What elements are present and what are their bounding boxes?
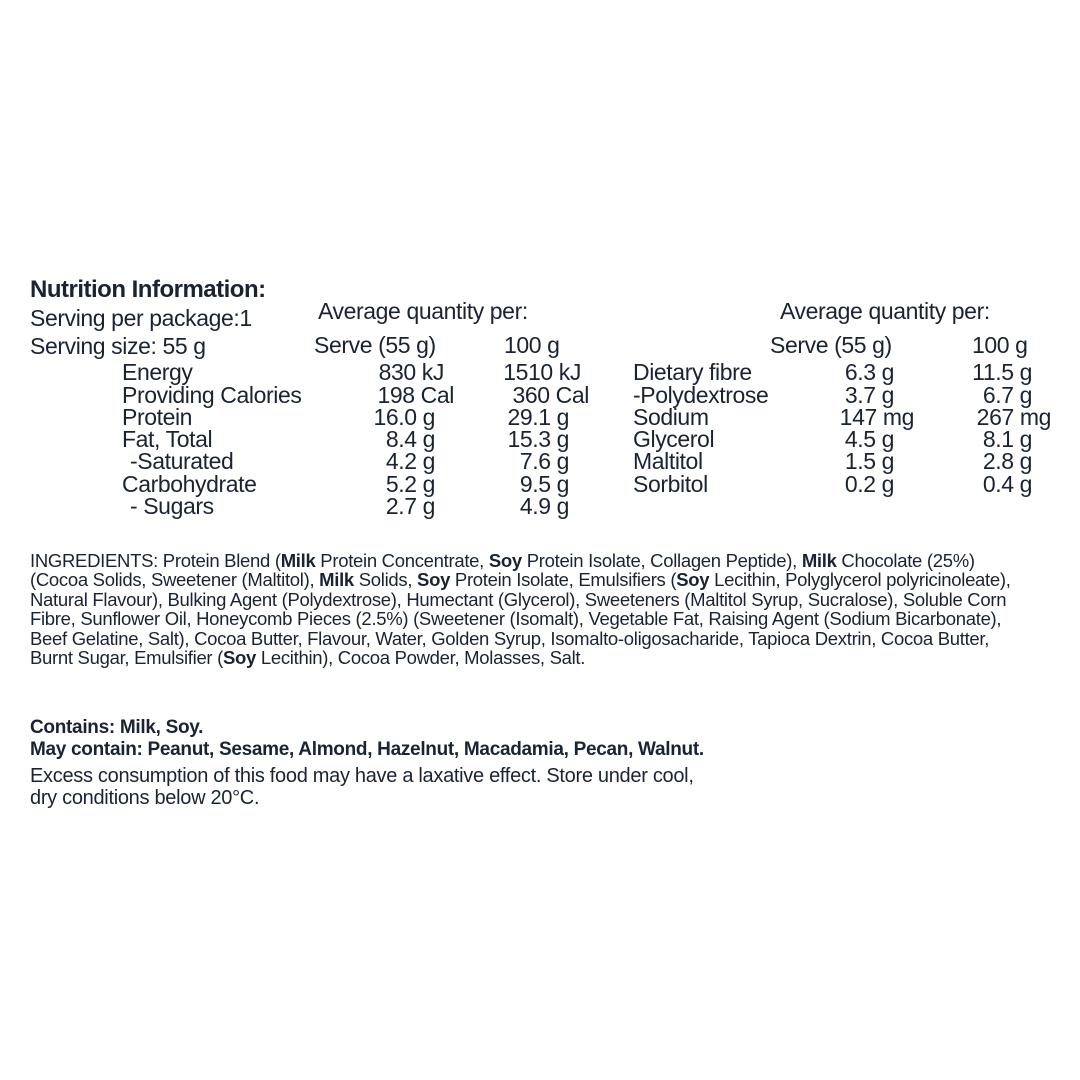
nutrient-name: Carbohydrate <box>122 471 257 497</box>
nutrient-serve: 5.2 g <box>385 471 435 497</box>
col-serve-right: Serve (55 g) <box>770 332 892 358</box>
nutrient-100g: 1510 kJ <box>503 359 581 385</box>
col-100g-left: 100 g <box>504 332 560 358</box>
nutrient-serve: 6.3 g <box>844 359 894 385</box>
nutrient-serve: 16.0 g <box>373 404 435 430</box>
nutrient-serve: 198 Cal <box>377 382 454 408</box>
nutrient-serve: 147 mg <box>839 404 914 430</box>
nutrient-100g: 7.6 g <box>519 448 569 474</box>
nutrition-title: Nutrition Information: <box>30 276 266 303</box>
nutrient-100g: 6.7 g <box>982 382 1032 408</box>
nutrient-100g: 2.8 g <box>982 448 1032 474</box>
nutrient-100g: 8.1 g <box>982 426 1032 452</box>
ingredients-text: INGREDIENTS: Protein Blend (Milk Protein Concentrate, Soy Protein Isolate, Collagen Peptide), Milk Chocolate (25%) (Cocoa Solids, Sweetener (Maltitol), Milk Solids, Soy Protein Isolate, Emulsifiers (Soy Lecithin, Polyglycerol polyricinoleate), Natural Flavour), Bulking Agent (Polydextrose), Humectant (Glycerol), Sweeteners (Maltitol Syrup, Sucralose), Soluble Corn Fibre, Sunflower Oil, Honeycomb Pieces (2.5%) (Sweetener (Isomalt), Vegetable Fat, Raising Agent (Sodium Bicarbonate), Beef Gelatine, Salt), Cocoa Butter, Flavour, Water, Golden Syrup, Isomalto-oligosacharide, Tapioca Dextrin, Cocoa Butter, Burnt Sugar, Emulsifier (Soy Lecithin), Cocoa Powder, Molasses, Salt. <box>30 550 1011 669</box>
nutrient-name: -Saturated <box>124 448 234 474</box>
nutrient-serve: 2.7 g <box>385 493 435 519</box>
nutrient-100g: 11.5 g <box>972 359 1032 385</box>
nutrient-name: Sorbitol <box>633 471 708 497</box>
nutrient-name: Glycerol <box>633 426 715 452</box>
nutrient-serve: 830 kJ <box>378 359 444 385</box>
nutrient-name: Sodium <box>633 404 709 430</box>
serving-per-package: Serving per package:1 <box>30 305 252 331</box>
nutrient-serve: 4.5 g <box>844 426 894 452</box>
col-serve-left: Serve (55 g) <box>314 332 436 358</box>
nutrient-100g: 15.3 g <box>507 426 569 452</box>
nutrient-name: Maltitol <box>633 448 703 474</box>
contains-line: Contains: Milk, Soy. <box>30 717 204 738</box>
nutrient-100g: 29.1 g <box>507 404 569 430</box>
nutrient-100g: 0.4 g <box>982 471 1032 497</box>
nutrient-name: Energy <box>122 359 193 385</box>
nutrient-name: -Polydextrose <box>633 382 769 408</box>
nutrient-name: - Sugars <box>124 493 214 519</box>
nutrient-serve: 4.2 g <box>385 448 435 474</box>
nutrient-serve: 3.7 g <box>844 382 894 408</box>
nutrient-100g: 267 mg <box>976 404 1051 430</box>
allergen-statement <box>30 717 704 761</box>
storage-note: Excess consumption of this food may have a laxative effect. Store under cool, dry conditions below 20°C. <box>30 765 694 809</box>
nutrient-100g: 9.5 g <box>519 471 569 497</box>
nutrient-serve: 8.4 g <box>385 426 435 452</box>
nutrient-100g: 4.9 g <box>519 493 569 519</box>
nutrient-serve: 0.2 g <box>844 471 894 497</box>
nutrient-name: Fat, Total <box>122 426 213 452</box>
nutrient-100g: 360 Cal <box>512 382 589 408</box>
nutrient-name: Protein <box>122 404 193 430</box>
col-100g-right: 100 g <box>972 332 1028 358</box>
avg-quantity-heading-left: Average quantity per: <box>318 298 528 324</box>
may-contain-line: May contain: Peanut, Sesame, Almond, Hazelnut, Macadamia, Pecan, Walnut. <box>30 739 704 760</box>
serving-size: Serving size: 55 g <box>30 333 206 359</box>
nutrient-name: Providing Calories <box>122 382 302 408</box>
avg-quantity-heading-right: Average quantity per: <box>780 298 990 324</box>
nutrient-serve: 1.5 g <box>844 448 894 474</box>
nutrient-name: Dietary fibre <box>633 359 752 385</box>
